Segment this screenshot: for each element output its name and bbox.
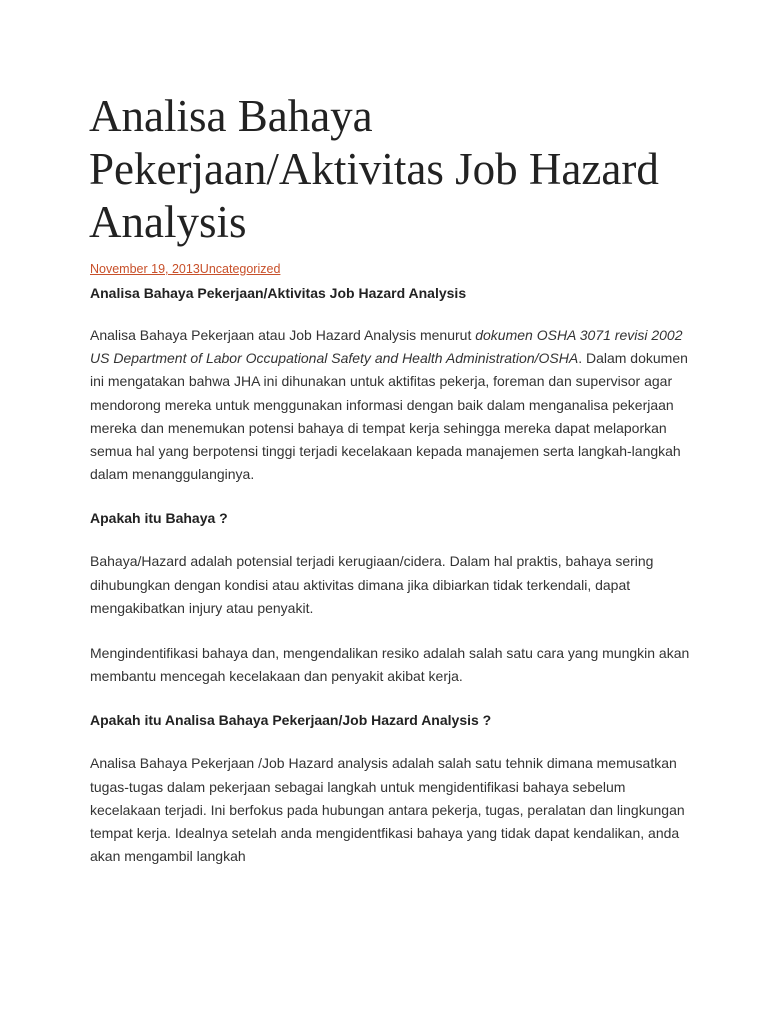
post-meta [90,261,690,277]
article [90,90,690,868]
post-date-link[interactable]: November 19, 2013 [90,262,200,276]
paragraph-hazard-definition: Bahaya/Hazard adalah potensial terjadi kerugiaan/cidera. Dalam hal praktis, bahaya sering dihubungkan dengan kondisi atau aktivitas dimana jika dibiarkan tidak terkendali, dapat mengakibatkan injury atau penyakit. [90,553,654,616]
article-subtitle: Analisa Bahaya Pekerjaan/Aktivitas Job Hazard Analysis [90,285,467,301]
paragraph-identification: Mengindentifikasi bahaya dan, mengendalikan resiko adalah salah satu cara yang mungkin akan membantu mencegah kecelakaan dan penyakit akibat kerja. [90,645,690,685]
intro-citation: dokumen OSHA 3071 revisi 2002 US Department of Labor Occupational Safety and Health Administration/OSHA [90,327,683,367]
intro-text-end: . Dalam dokumen ini mengatakan bahwa JHA ini dihunakan untuk aktifitas pekerja, foreman dan supervisor agar mendorong mereka untuk menggunakan informasi dengan baik dalam menganalisa pekerjaan mereka dan menemukan potensi bahaya di tempat kerja sehingga mereka dapat melaporkan semua hal yang berpotensi tinggi terjadi kecelakaan kepada manajemen serta langkah-langkah dalam menanggulanginya. [90,350,688,483]
intro-text-start: Analisa Bahaya Pekerjaan atau Job Hazard Analysis menurut [90,327,476,343]
paragraph-jha-definition: Analisa Bahaya Pekerjaan /Job Hazard analysis adalah salah satu tehnik dimana memusatkan tugas-tugas dalam pekerjaan sebagai langkah untuk mengidentifikasi bahaya sebelum kecelakaan terjadi. Ini berfokus pada hubungan antara pekerja, tugas, peralatan dan lingkungan tempat kerja. Idealnya setelah anda mengidentfikasi bahaya yang tidak dapat kendalikan, anda akan mengambil langkah [90,755,685,865]
section-heading-bahaya: Apakah itu Bahaya ? [90,510,228,527]
section-heading-jha: Apakah itu Analisa Bahaya Pekerjaan/Job Hazard Analysis ? [90,712,492,729]
post-category-link[interactable]: Uncategorized [199,262,281,276]
article-title: Analisa Bahaya Pekerjaan/Aktivitas Job Hazard Analysis [89,91,659,247]
intro-paragraph [90,324,690,486]
